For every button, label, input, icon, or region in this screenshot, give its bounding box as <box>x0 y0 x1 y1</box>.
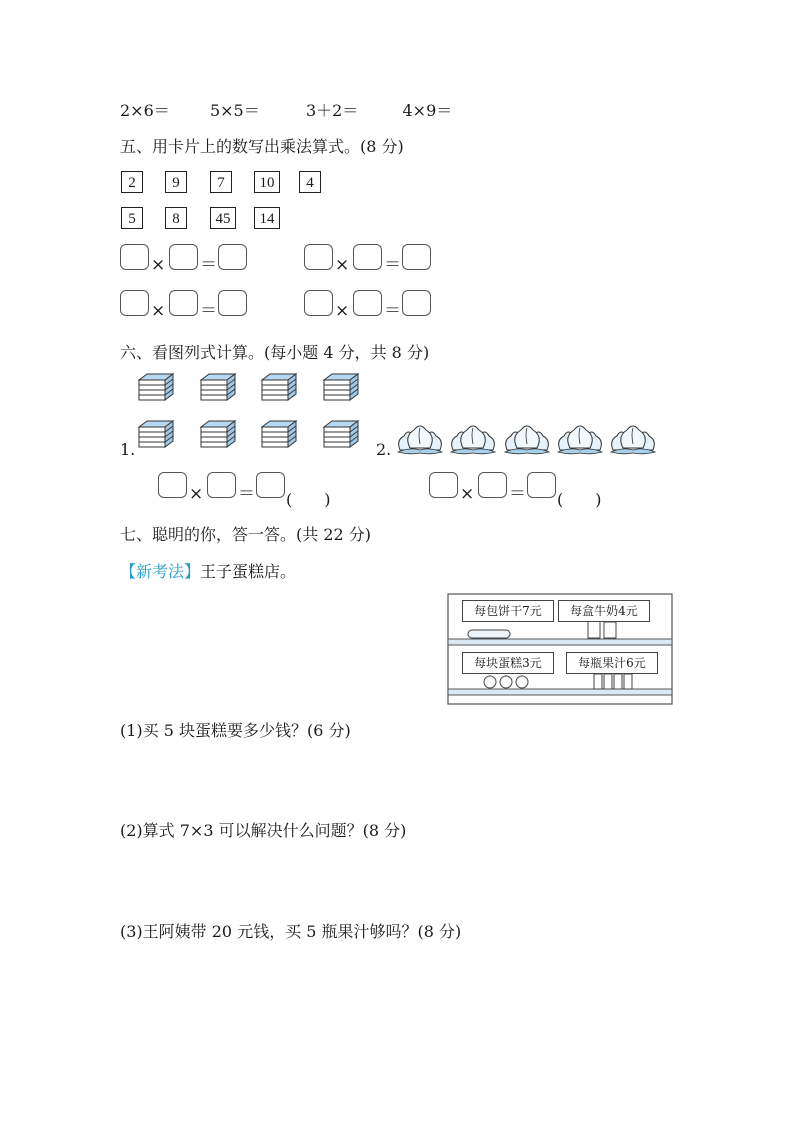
book-stack-icon <box>260 373 300 403</box>
answer-blank[interactable] <box>207 472 236 498</box>
answer-blank[interactable] <box>120 244 149 270</box>
number-card: 9 <box>165 171 187 193</box>
peach-group-icon <box>558 422 604 456</box>
equals-sign: ＝ <box>384 301 401 321</box>
context-line <box>120 559 296 582</box>
new-method-tag: 【新考法】 <box>120 562 201 581</box>
peach-group-icon <box>398 422 444 456</box>
answer-blank[interactable] <box>353 244 382 270</box>
answer-blank[interactable] <box>169 244 198 270</box>
book-stack-icon <box>322 373 362 403</box>
answer-blank[interactable] <box>304 244 333 270</box>
unit-paren: ( ) <box>286 490 331 509</box>
section-5-title: 五、用卡片上的数写出乘法算式。(8 分) <box>120 137 404 156</box>
peach-group-icon <box>611 422 657 456</box>
equation-line <box>120 98 452 121</box>
equals-sign: ＝ <box>238 484 255 504</box>
unit-paren: ( ) <box>557 490 602 509</box>
number-card: 4 <box>299 171 321 193</box>
number-card: 10 <box>254 171 280 193</box>
equals-sign: ＝ <box>200 301 217 321</box>
answer-blank[interactable] <box>218 290 247 316</box>
price-sign-juice: 每瓶果汁6元 <box>566 652 658 674</box>
price-sign-cake: 每块蛋糕3元 <box>462 652 554 674</box>
equals-sign: ＝ <box>384 255 401 275</box>
equation-2: 5×5＝ <box>209 101 260 120</box>
answer-blank[interactable] <box>527 472 556 498</box>
times-sign: × <box>460 484 475 504</box>
book-stack-icon <box>137 373 177 403</box>
book-stack-icon <box>199 373 239 403</box>
answer-blank[interactable] <box>304 290 333 316</box>
question-1: (1)买 5 块蛋糕要多少钱？(6 分) <box>120 721 351 740</box>
price-sign-milk: 每盒牛奶4元 <box>558 600 650 622</box>
book-stack-icon <box>260 420 300 450</box>
question-1-label: 1. <box>120 440 136 459</box>
number-card: 5 <box>121 207 143 229</box>
book-stack-icon <box>137 420 177 450</box>
peach-group-icon <box>451 422 497 456</box>
equation-1: 2×6＝ <box>120 101 170 120</box>
book-stack-icon <box>199 420 239 450</box>
number-card: 45 <box>210 207 236 229</box>
bakery-shelf <box>446 592 674 706</box>
answer-blank[interactable] <box>169 290 198 316</box>
answer-blank[interactable] <box>429 472 458 498</box>
times-sign: × <box>335 301 350 321</box>
number-card: 14 <box>254 207 280 229</box>
times-sign: × <box>151 301 166 321</box>
answer-blank[interactable] <box>158 472 187 498</box>
answer-blank[interactable] <box>478 472 507 498</box>
equation-3: 3＋2＝ <box>305 101 359 120</box>
equals-sign: ＝ <box>200 255 217 275</box>
equals-sign: ＝ <box>509 484 526 504</box>
answer-blank[interactable] <box>218 244 247 270</box>
section-7-title: 七、聪明的你，答一答。(共 22 分) <box>120 525 372 544</box>
peach-group-icon <box>505 422 551 456</box>
answer-blank[interactable] <box>256 472 285 498</box>
equation-4: 4×9＝ <box>402 101 453 120</box>
answer-blank[interactable] <box>402 244 431 270</box>
context-text: 王子蛋糕店。 <box>200 562 297 581</box>
price-sign-cookies: 每包饼干7元 <box>462 600 554 622</box>
times-sign: × <box>151 255 166 275</box>
question-2: (2)算式 7×3 可以解决什么问题？(8 分) <box>120 821 407 840</box>
times-sign: × <box>189 484 204 504</box>
number-card: 8 <box>165 207 187 229</box>
question-3: (3)王阿姨带 20 元钱，买 5 瓶果汁够吗？(8 分) <box>120 922 462 941</box>
answer-blank[interactable] <box>402 290 431 316</box>
answer-blank[interactable] <box>353 290 382 316</box>
times-sign: × <box>335 255 350 275</box>
number-card: 7 <box>210 171 232 193</box>
section-6-title: 六、看图列式计算。(每小题 4 分，共 8 分) <box>120 343 430 362</box>
answer-blank[interactable] <box>120 290 149 316</box>
book-stack-icon <box>322 420 362 450</box>
number-card: 2 <box>121 171 143 193</box>
question-2-label: 2. <box>376 440 392 459</box>
